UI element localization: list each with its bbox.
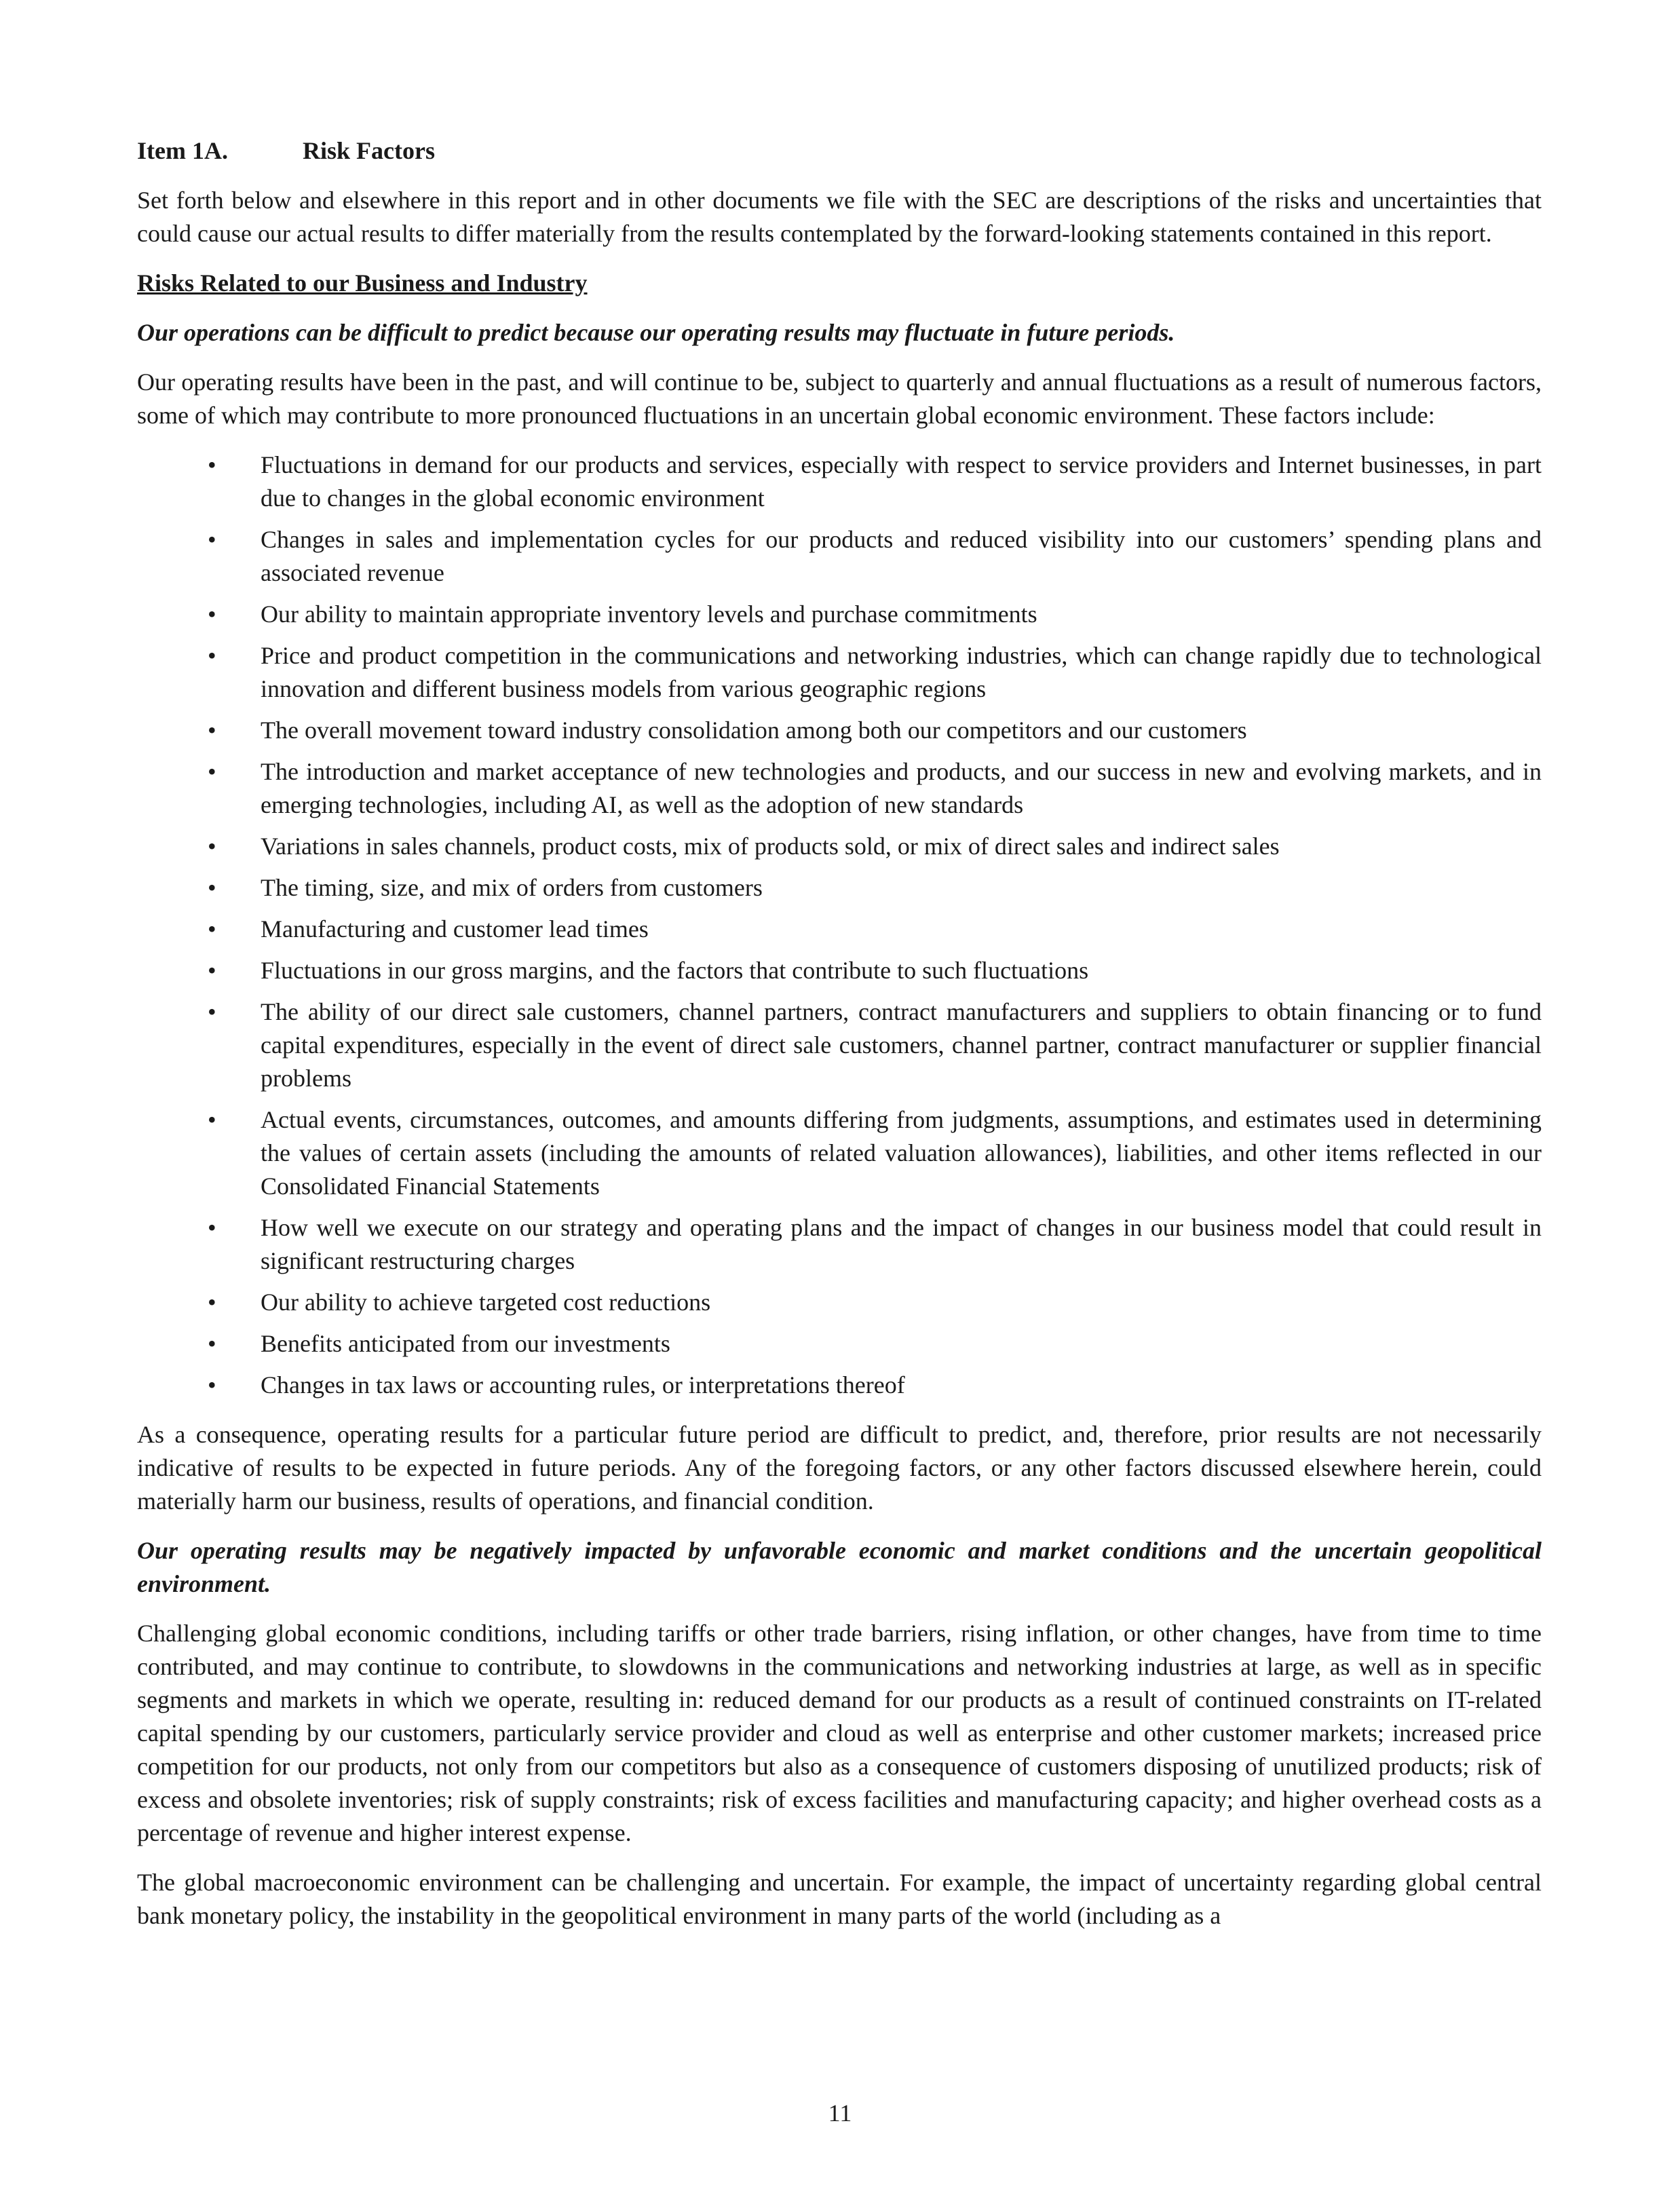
risk2-paragraph-1: Challenging global economic conditions, including tariffs or other trade barriers, rising inflation, or other changes, have from time to time contributed, and may continue to contribute, to slowdowns in the communications and networking industries at large, as well as in specific segments and markets in which we operate, resulting in: reduced demand for our products as a result of continued constraints on IT-related capital spending by our customers, particularly service provider and cloud as well as enterprise and other customer markets; increased price competition for our products, not only from our competitors but also as a consequence of customers disposing of unutilized products; risk of excess and obsolete inventories; risk of supply constraints; risk of excess facilities and manufacturing capacity; and higher overhead costs as a percentage of revenue and higher interest expense. [137, 1620, 1542, 1846]
bullet-glyph: • [208, 957, 216, 984]
bullet-glyph: • [208, 1289, 216, 1316]
risk-title-2: Our operating results may be negatively impacted by unfavorable economic and market conditions and the uncertain geopolitical environment. [137, 1537, 1542, 1597]
bullet-glyph: • [208, 717, 216, 744]
list-item-text: The introduction and market acceptance of new technologies and products, and our success in new and evolving markets, and in emerging technologies, including AI, as well as the adoption of new standards [261, 758, 1542, 818]
list-item [137, 1369, 1542, 1402]
bullet-glyph: • [208, 1106, 216, 1133]
list-item-text: The overall movement toward industry consolidation among both our competitors and our customers [261, 717, 1247, 744]
list-item-text: Fluctuations in demand for our products and services, especially with respect to service providers and Internet businesses, in part due to changes in the global economic environment [261, 451, 1542, 512]
bullet-glyph: • [208, 451, 216, 478]
list-item-text: How well we execute on our strategy and operating plans and the impact of changes in our business model that could result in significant restructuring charges [261, 1214, 1542, 1274]
item-title: Risk Factors [303, 137, 435, 164]
bullet-glyph: • [208, 526, 216, 553]
bullet-glyph: • [208, 1371, 216, 1398]
list-item-text: Variations in sales channels, product costs, mix of products sold, or mix of direct sales and indirect sales [261, 833, 1280, 860]
bullet-glyph: • [208, 642, 216, 669]
list-item [137, 598, 1542, 631]
factor-bullet-list [137, 449, 1542, 1402]
list-item [137, 523, 1542, 590]
list-item-text: Changes in sales and implementation cycles for our products and reduced visibility into our customers’ spending plans and associated revenue [261, 526, 1542, 586]
list-item-text: Actual events, circumstances, outcomes, and amounts differing from judgments, assumptions, and estimates used in determining the values of certain assets (including the amounts of related valuation allowances), liabilities, and other items reflected in our Consolidated Financial Statements [261, 1106, 1542, 1200]
bullet-glyph: • [208, 874, 216, 901]
list-item [137, 830, 1542, 863]
bullet-glyph: • [208, 601, 216, 628]
intro-paragraph: Set forth below and elsewhere in this report and in other documents we file with the SEC are descriptions of the risks and uncertainties that could cause our actual results to differ materially from the results contemplated by the forward-looking statements contained in this report. [137, 187, 1542, 247]
risk1-lead-paragraph: Our operating results have been in the past, and will continue to be, subject to quarterly and annual fluctuations as a result of numerous factors, some of which may contribute to more pronounced fluctuations in an uncertain global economic environment. These factors include: [137, 368, 1542, 429]
bullet-glyph: • [208, 758, 216, 785]
list-item [137, 714, 1542, 747]
list-item [137, 913, 1542, 946]
list-item-text: The timing, size, and mix of orders from customers [261, 874, 763, 901]
list-item-text: Changes in tax laws or accounting rules, or interpretations thereof [261, 1371, 905, 1398]
list-item-text: Our ability to maintain appropriate inventory levels and purchase commitments [261, 601, 1037, 628]
bullet-glyph: • [208, 1214, 216, 1241]
list-item [137, 954, 1542, 987]
bullet-glyph: • [208, 915, 216, 943]
list-item [137, 639, 1542, 706]
list-item [137, 1211, 1542, 1278]
list-item-text: Price and product competition in the communications and networking industries, which can change rapidly due to technological innovation and different business models from various geographic regions [261, 642, 1542, 702]
bullet-glyph: • [208, 1330, 216, 1357]
risk2-paragraph-2: The global macroeconomic environment can be challenging and uncertain. For example, the impact of uncertainty regarding global central bank monetary policy, the instability in the geopolitical environment in many parts of the world (including as a [137, 1869, 1542, 1929]
risk-title-1: Our operations can be difficult to predict because our operating results may fluctuate in future periods. [137, 319, 1175, 346]
item-number: Item 1A. [137, 137, 228, 164]
page-number: 11 [828, 2099, 852, 2127]
list-item [137, 1327, 1542, 1360]
list-item-text: Our ability to achieve targeted cost reductions [261, 1289, 711, 1316]
list-item-text: The ability of our direct sale customers, channel partners, contract manufacturers and suppliers to obtain financing or to fund capital expenditures, especially in the event of direct sale customers, channel partner, contract manufacturer or supplier financial problems [261, 998, 1542, 1092]
section-heading: Risks Related to our Business and Industry [137, 269, 588, 297]
bullet-glyph: • [208, 833, 216, 860]
bullet-glyph: • [208, 998, 216, 1025]
item-heading [137, 134, 1542, 168]
list-item [137, 995, 1542, 1095]
list-item-text: Fluctuations in our gross margins, and the factors that contribute to such fluctuations [261, 957, 1089, 984]
list-item [137, 1286, 1542, 1319]
list-item [137, 1103, 1542, 1203]
list-item [137, 755, 1542, 822]
list-item-text: Benefits anticipated from our investments [261, 1330, 670, 1357]
list-item [137, 449, 1542, 515]
list-item [137, 871, 1542, 905]
risk1-conclusion-paragraph: As a consequence, operating results for a particular future period are difficult to predict, and, therefore, prior results are not necessarily indicative of results to be expected in future periods. Any of the foregoing factors, or any other factors discussed elsewhere herein, could materially harm our business, results of operations, and financial condition. [137, 1421, 1542, 1515]
list-item-text: Manufacturing and customer lead times [261, 915, 649, 943]
page-content [137, 134, 1542, 1949]
